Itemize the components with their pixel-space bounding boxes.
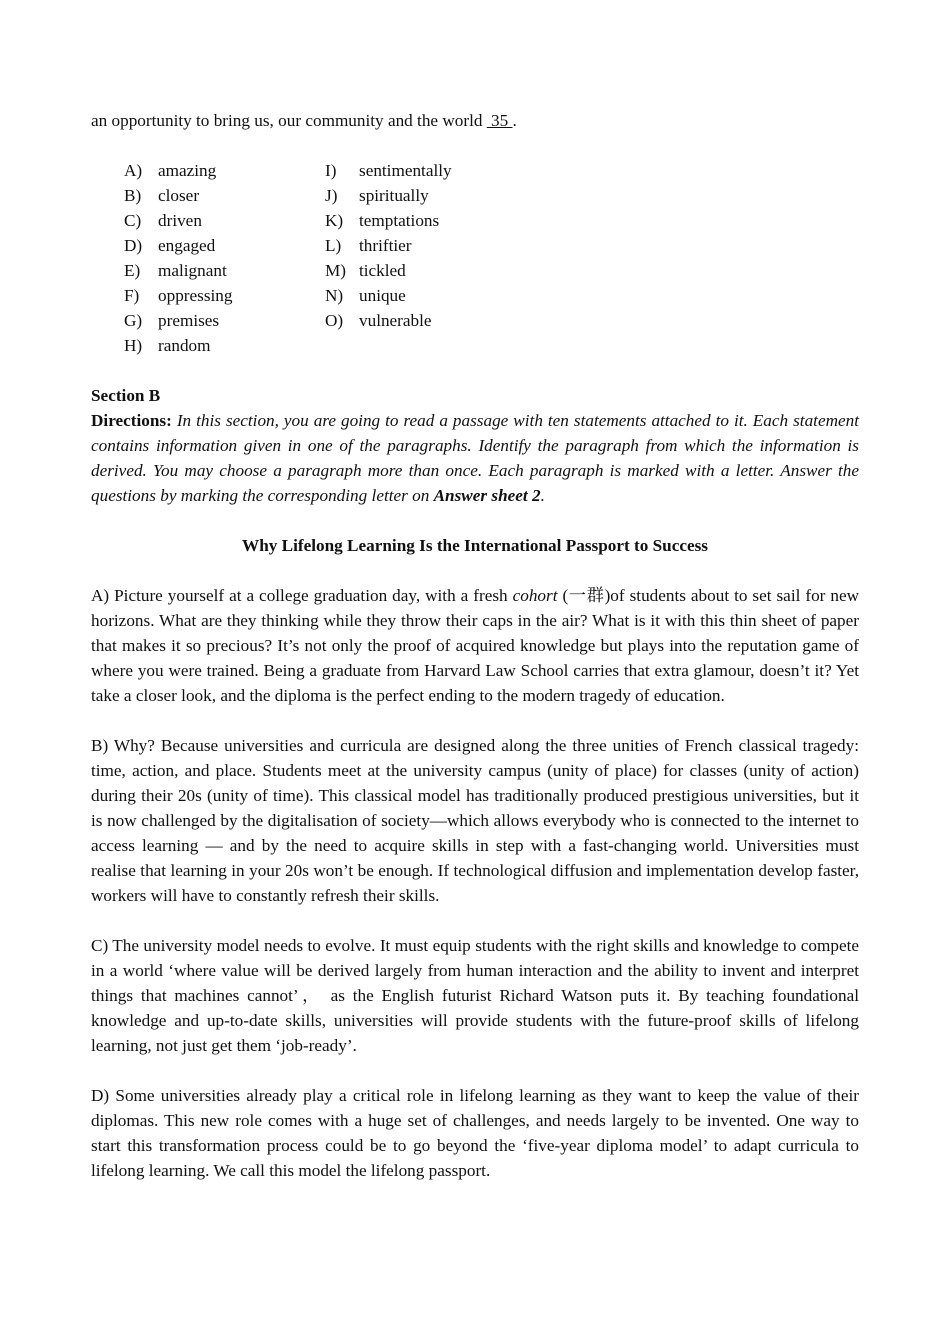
option-letter: G) bbox=[124, 311, 143, 330]
option-letter: M) bbox=[325, 261, 347, 280]
option-item bbox=[325, 308, 452, 333]
option-letter: A) bbox=[124, 161, 143, 180]
passage-title: Why Lifelong Learning Is the International Passport to Success bbox=[242, 536, 708, 555]
paragraph-a-start: A) Picture yourself at a college graduation day, with a fresh bbox=[91, 586, 513, 605]
option-item bbox=[325, 233, 452, 258]
option-item bbox=[124, 333, 232, 358]
option-item bbox=[124, 258, 232, 283]
option-word: temptations bbox=[359, 211, 440, 230]
directions-label: Directions: bbox=[91, 411, 172, 430]
option-letter: C) bbox=[124, 211, 142, 230]
option-item bbox=[124, 308, 232, 333]
option-word: premises bbox=[158, 311, 220, 330]
option-word: thriftier bbox=[359, 236, 412, 255]
option-item bbox=[124, 158, 232, 183]
paragraph-a-rest: (一群)of students about to set sail for new horizons. What are they thinking while they throw their caps in the air? What is it with this thin sheet of paper that makes it so precious? It’s not only the proof of acquired knowledge but plays into the reputation game of where you were trained. Being a graduate from Harvard Law School carries that extra glamour, doesn’t it? Yet take a closer look, and the diploma is the perfect ending to the modern tragedy of education. bbox=[91, 586, 859, 705]
paragraph-c: C) The university model needs to evolve. It must equip students with the right skills and knowledge to compete in a world ‘where value will be derived largely from human interaction and the ability to invent and interpret things that machines cannot’， as the English futurist Richard Watson puts it. By teaching foundational knowledge and up-to-date skills, universities will provide students with the future-proof skills of lifelong learning, not just get them ‘job-ready’. bbox=[91, 936, 859, 1055]
section-heading: Section B bbox=[91, 386, 161, 405]
option-letter: K) bbox=[325, 211, 344, 230]
option-item bbox=[325, 258, 452, 283]
option-word: amazing bbox=[158, 161, 217, 180]
paragraph-d: D) Some universities already play a critical role in lifelong learning as they want to keep the value of their diplomas. This new role comes with a huge set of challenges, and needs largely to be invented. One way to start this transformation process could be to go beyond the ‘five-year diploma model’ to adapt curricula to lifelong learning. We call this model the lifelong passport. bbox=[91, 1086, 859, 1180]
option-item bbox=[124, 183, 232, 208]
option-word: oppressing bbox=[158, 286, 233, 305]
option-letter: F) bbox=[124, 286, 140, 305]
option-word: sentimentally bbox=[359, 161, 452, 180]
paragraph-a-term: cohort bbox=[512, 586, 558, 605]
intro-period: . bbox=[512, 111, 517, 130]
directions-end: . bbox=[540, 486, 545, 505]
option-item bbox=[325, 283, 452, 308]
option-item bbox=[124, 233, 232, 258]
paragraph-a bbox=[91, 583, 859, 708]
option-item bbox=[124, 208, 232, 233]
option-letter: I) bbox=[325, 161, 337, 180]
option-word: tickled bbox=[359, 261, 406, 280]
paragraph-b: B) Why? Because universities and curricula are designed along the three unities of French classical tragedy: time, action, and place. Students meet at the university campus (unity of place) for classes (unity of action) during their 20s (unity of time). This classical model has traditionally produced prestigious universities, but it is now challenged by the digitalisation of society—which allows everybody who is connected to the internet to access learning — and by the need to acquire skills in step with a fast-changing world. Universities must realise that learning in your 20s won’t be enough. If technological diffusion and implementation develop faster, workers will have to constantly refresh their skills. bbox=[91, 736, 859, 905]
option-letter: B) bbox=[124, 186, 142, 205]
directions-paragraph bbox=[91, 408, 859, 508]
option-word: engaged bbox=[158, 236, 216, 255]
option-word: vulnerable bbox=[359, 311, 432, 330]
option-word: random bbox=[158, 336, 211, 355]
option-letter: E) bbox=[124, 261, 141, 280]
option-word: spiritually bbox=[359, 186, 429, 205]
document-page bbox=[91, 108, 859, 1183]
directions-text: In this section, you are going to read a passage with ten statements attached to it. Each statement contains information given in one of the paragraphs. Identify the paragraph from which the information is derived. You may choose a paragraph more than once. Each paragraph is marked with a letter. Answer the questions by marking the corresponding letter on bbox=[91, 411, 859, 505]
option-word: closer bbox=[158, 186, 200, 205]
intro-line bbox=[91, 108, 859, 133]
option-letter: H) bbox=[124, 336, 143, 355]
option-letter: D) bbox=[124, 236, 143, 255]
intro-text: an opportunity to bring us, our community and the world bbox=[91, 111, 487, 130]
option-word: malignant bbox=[158, 261, 227, 280]
option-item bbox=[325, 208, 452, 233]
word-bank bbox=[91, 158, 859, 358]
option-letter: L) bbox=[325, 236, 342, 255]
word-bank-right-column bbox=[325, 158, 452, 333]
option-letter: O) bbox=[325, 311, 344, 330]
option-word: unique bbox=[359, 286, 406, 305]
option-item bbox=[124, 283, 232, 308]
option-letter: J) bbox=[325, 186, 338, 205]
answer-blank-35: 35 bbox=[486, 111, 513, 130]
option-item bbox=[325, 158, 452, 183]
word-bank-left-column bbox=[124, 158, 232, 358]
option-item bbox=[325, 183, 452, 208]
answer-sheet-label: Answer sheet 2 bbox=[433, 486, 541, 505]
option-letter: N) bbox=[325, 286, 344, 305]
option-word: driven bbox=[158, 211, 202, 230]
